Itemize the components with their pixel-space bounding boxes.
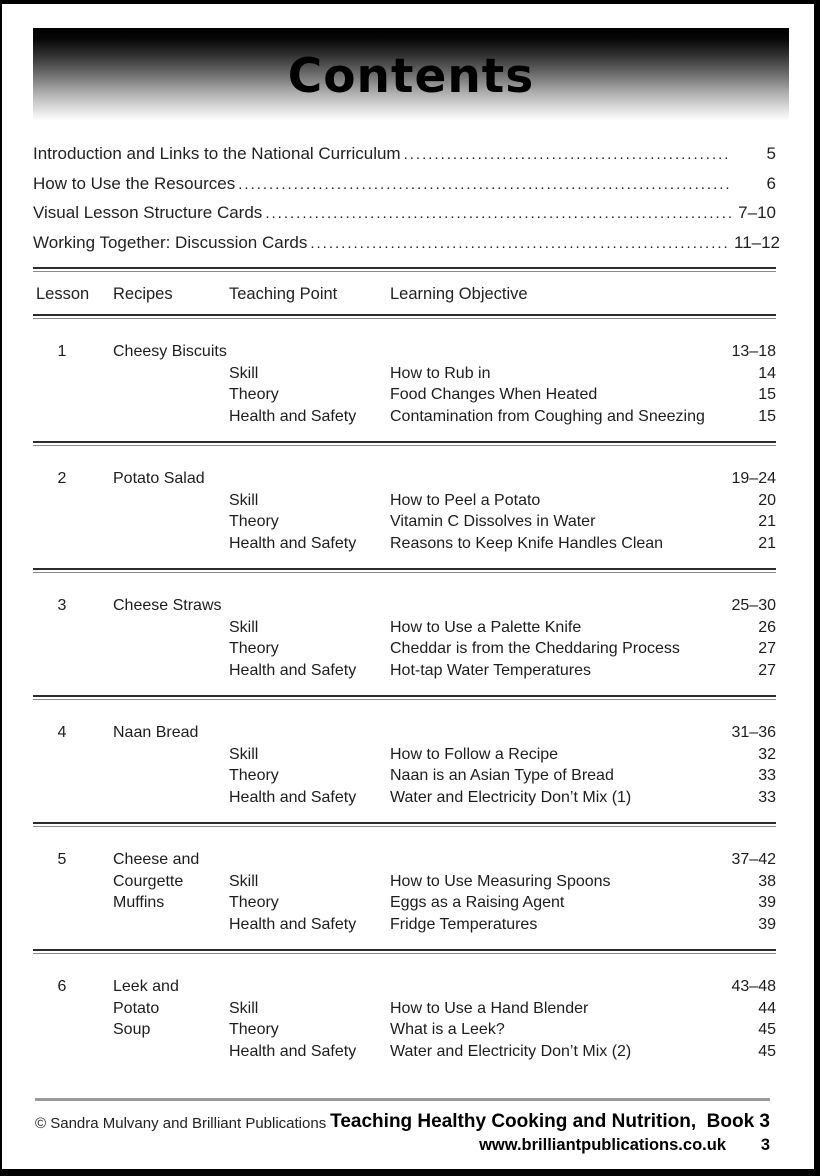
- recipe-name: Potato Salad: [113, 470, 205, 487]
- lesson-row: [33, 849, 776, 871]
- lesson-row: [33, 406, 776, 428]
- teaching-point: Theory: [229, 894, 279, 911]
- teaching-point: Theory: [229, 640, 279, 657]
- page-numbers: 39: [758, 894, 776, 911]
- page-numbers: 44: [758, 999, 776, 1017]
- teaching-point: Skill: [229, 491, 259, 509]
- page-numbers: 43–48: [731, 978, 776, 995]
- recipe-name: Cheese Straws: [113, 597, 222, 614]
- page-numbers: 31–36: [731, 724, 776, 741]
- toc-entry-label: Introduction and Links to the National Curriculum: [33, 144, 401, 163]
- table-header-row: [33, 272, 776, 314]
- lesson-number: 1: [57, 343, 67, 360]
- lesson-row: [33, 638, 776, 660]
- toc-entry: [33, 199, 776, 229]
- recipe-name: Courgette: [113, 872, 184, 890]
- lesson-number: 6: [57, 978, 67, 995]
- learning-objective: Eggs as a Raising Agent: [390, 894, 565, 911]
- lesson-block: [33, 573, 776, 695]
- toc-entry-pages: 7–10: [738, 203, 776, 222]
- lesson-number: 4: [57, 724, 67, 741]
- teaching-point: Skill: [229, 618, 259, 636]
- copyright-text: © Sandra Mulvany and Brilliant Publications: [35, 1115, 327, 1132]
- contents-banner: [33, 28, 789, 121]
- col-header-teaching-point: Teaching Point: [229, 285, 338, 303]
- learning-objective: How to Follow a Recipe: [390, 745, 559, 763]
- teaching-point: Skill: [229, 999, 259, 1017]
- page-title: Contents: [287, 49, 535, 104]
- learning-objective: Naan is an Asian Type of Bread: [390, 767, 614, 784]
- teaching-point: Theory: [229, 386, 279, 403]
- lesson-row: [33, 787, 776, 809]
- toc-entry-label: How to Use the Resources: [33, 173, 236, 193]
- lesson-row: [33, 765, 776, 787]
- book-title: Teaching Healthy Cooking and Nutrition, Book 3: [330, 1111, 770, 1132]
- learning-objective: How to Rub in: [390, 364, 491, 382]
- teaching-point: Skill: [229, 745, 259, 763]
- lesson-row: [33, 595, 776, 617]
- learning-objective: How to Use a Hand Blender: [390, 999, 589, 1017]
- page-numbers: 19–24: [731, 470, 776, 487]
- page-numbers: 21: [758, 534, 776, 552]
- lesson-row: [33, 533, 776, 555]
- lesson-row: [33, 1019, 776, 1041]
- lesson-row: [33, 744, 776, 766]
- page-numbers: 15: [758, 386, 776, 403]
- recipe-name: Soup: [113, 1021, 151, 1038]
- teaching-point: Health and Safety: [229, 661, 357, 679]
- toc-entry-pages: 6: [766, 173, 776, 193]
- page-numbers: 32: [758, 745, 776, 763]
- teaching-point: Health and Safety: [229, 788, 357, 806]
- page-numbers: 13–18: [731, 343, 776, 360]
- learning-objective: Cheddar is from the Cheddaring Process: [390, 640, 680, 657]
- page-numbers: 37–42: [731, 851, 776, 868]
- lesson-row: [33, 660, 776, 682]
- page-numbers: 45: [758, 1021, 776, 1038]
- page-numbers: 14: [758, 364, 776, 382]
- lesson-block: [33, 319, 776, 441]
- lesson-row: [33, 363, 776, 385]
- teaching-point: Health and Safety: [229, 534, 357, 552]
- lesson-row: [33, 468, 776, 490]
- page-numbers: 38: [758, 872, 776, 890]
- dot-leader: [404, 141, 731, 170]
- lesson-block: [33, 446, 776, 568]
- learning-objective: Fridge Temperatures: [390, 915, 538, 933]
- lesson-row: [33, 892, 776, 914]
- learning-objective: How to Use a Palette Knife: [390, 618, 582, 636]
- page-content: [2, 140, 814, 1076]
- recipe-name: Naan Bread: [113, 724, 199, 741]
- lesson-block: [33, 954, 776, 1076]
- teaching-point: Health and Safety: [229, 915, 357, 933]
- dot-leader: [238, 171, 731, 200]
- toc-entry: [33, 140, 776, 170]
- page-numbers: 26: [758, 618, 776, 636]
- teaching-point: Theory: [229, 513, 279, 530]
- learning-objective: Water and Electricity Don’t Mix (1): [390, 788, 632, 806]
- learning-objective: How to Use Measuring Spoons: [390, 872, 611, 890]
- lesson-row: [33, 384, 776, 406]
- lessons-list: [33, 319, 776, 1076]
- recipe-name: Muffins: [113, 894, 165, 911]
- lesson-block: [33, 700, 776, 822]
- page-numbers: 33: [758, 788, 776, 806]
- page-numbers: 15: [758, 407, 776, 425]
- page-numbers: 27: [758, 640, 776, 657]
- col-header-recipes: Recipes: [113, 285, 173, 303]
- footer-rule: [35, 1098, 770, 1101]
- col-header-lesson: Lesson: [36, 285, 90, 303]
- learning-objective: Food Changes When Heated: [390, 386, 598, 403]
- teaching-point: Theory: [229, 767, 279, 784]
- publisher-website: www.brilliantpublications.co.uk: [479, 1136, 726, 1154]
- toc-entry: [33, 170, 776, 200]
- teaching-point: Skill: [229, 364, 259, 382]
- dot-leader: [265, 200, 731, 229]
- learning-objective: How to Peel a Potato: [390, 491, 541, 509]
- teaching-point: Health and Safety: [229, 407, 357, 425]
- learning-objective: Water and Electricity Don’t Mix (2): [390, 1042, 632, 1060]
- toc-entry-pages: 11–12: [734, 232, 781, 252]
- teaching-point: Skill: [229, 872, 259, 890]
- lesson-block: [33, 827, 776, 949]
- recipe-name: Cheese and: [113, 851, 200, 868]
- lesson-row: [33, 511, 776, 533]
- toc-entry-label: Working Together: Discussion Cards: [33, 232, 308, 252]
- page-numbers: 27: [758, 661, 776, 679]
- lesson-number: 5: [57, 851, 67, 868]
- lesson-row: [33, 341, 776, 363]
- teaching-point: Theory: [229, 1021, 279, 1038]
- learning-objective: Vitamin C Dissolves in Water: [390, 513, 596, 530]
- toc-entry-pages: 5: [766, 144, 776, 163]
- col-header-learning-objective: Learning Objective: [390, 285, 528, 303]
- lesson-row: [33, 871, 776, 893]
- page-numbers: 20: [758, 491, 776, 509]
- toc-entry-label: Visual Lesson Structure Cards: [33, 203, 263, 222]
- footer-right-block: [330, 1111, 770, 1155]
- page-numbers: 21: [758, 513, 776, 530]
- intro-toc-list: [33, 140, 781, 258]
- lesson-number: 3: [57, 597, 67, 614]
- lesson-row: [33, 490, 776, 512]
- learning-objective: Hot-tap Water Temperatures: [390, 661, 591, 679]
- page-numbers: 25–30: [731, 597, 776, 614]
- recipe-name: Cheesy Biscuits: [113, 343, 227, 360]
- learning-objective: Reasons to Keep Knife Handles Clean: [390, 534, 664, 552]
- lesson-row: [33, 998, 776, 1020]
- recipe-name: Potato: [113, 999, 160, 1017]
- page-numbers: 39: [758, 915, 776, 933]
- lesson-number: 2: [57, 470, 67, 487]
- page-numbers: 33: [758, 767, 776, 784]
- recipe-name: Leek and: [113, 978, 179, 995]
- dot-leader: [310, 230, 731, 259]
- lesson-row: [33, 1041, 776, 1063]
- page-numbers: 45: [758, 1042, 776, 1060]
- page-number: 3: [760, 1136, 770, 1154]
- lesson-row: [33, 976, 776, 998]
- lesson-row: [33, 914, 776, 936]
- learning-objective: Contamination from Coughing and Sneezing: [390, 407, 705, 425]
- learning-objective: What is a Leek?: [390, 1021, 505, 1038]
- page-footer: [35, 1098, 770, 1155]
- lesson-row: [33, 617, 776, 639]
- toc-entry: [33, 229, 781, 259]
- teaching-point: Health and Safety: [229, 1042, 357, 1060]
- lesson-row: [33, 722, 776, 744]
